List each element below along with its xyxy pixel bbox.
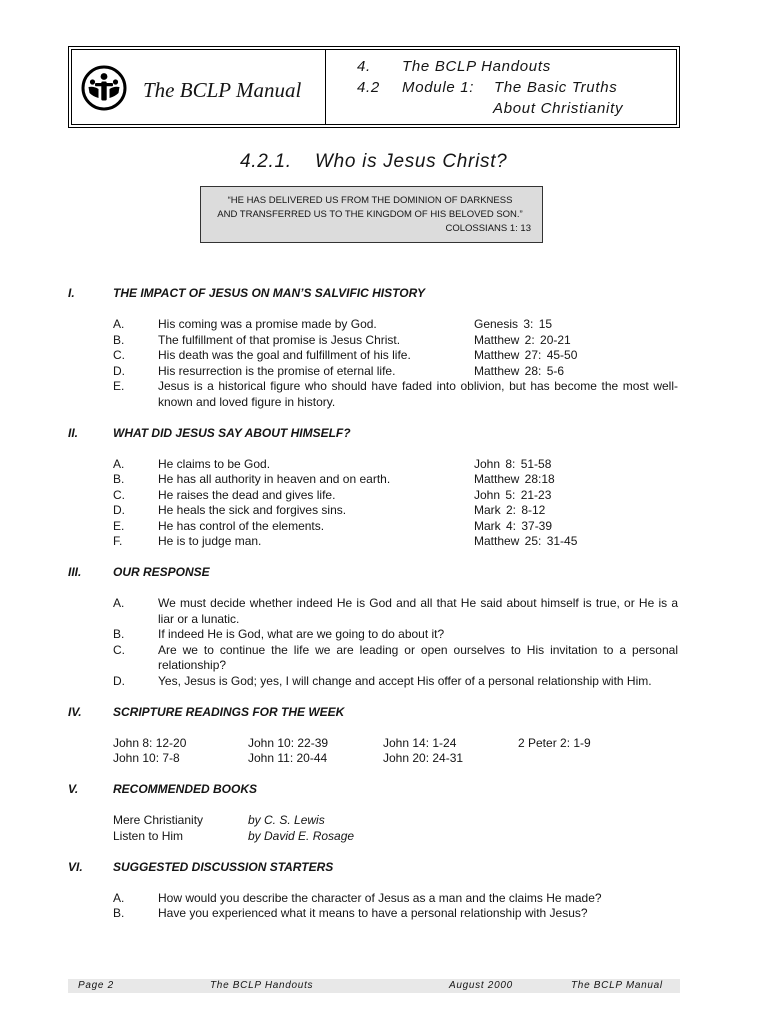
- section-numeral: II.: [68, 425, 79, 440]
- quote-line-1: “HE HAS DELIVERED US FROM THE DOMINION OF DARKNESS: [227, 195, 513, 206]
- item-text: He has control of the elements.: [158, 518, 325, 533]
- item-reference: Matthew 25: 31-45: [474, 534, 578, 548]
- section-heading: [68, 860, 680, 876]
- item-text: Yes, Jesus is God; yes, I will change and accept His offer of a personal relationship with Him.: [158, 673, 652, 688]
- section-numeral: V.: [68, 782, 79, 796]
- section-title: SUGGESTED DISCUSSION STARTERS: [113, 859, 334, 874]
- item-letter: B.: [113, 332, 125, 347]
- page-title: Who is Jesus Christ?: [315, 151, 508, 172]
- module-title-line1: The Basic Truths: [494, 79, 618, 96]
- book-author: by David E. Rosage: [248, 828, 355, 843]
- item-text: His death was the goal and fulfillment of his life.: [158, 348, 411, 362]
- list-item: [68, 472, 680, 488]
- list-item: [68, 627, 680, 643]
- list-item: [68, 457, 680, 473]
- reading-reference: John 10: 7-8: [113, 751, 180, 765]
- item-letter: C.: [113, 642, 125, 657]
- section-heading: [68, 782, 680, 798]
- section-numeral: VI.: [68, 859, 83, 874]
- item-letter: C.: [113, 348, 125, 362]
- module-number: 4.2: [357, 79, 380, 96]
- footer-handouts: The BCLP Handouts: [210, 980, 314, 991]
- item-text: If indeed He is God, what are we going to do about it?: [158, 627, 445, 641]
- item-reference: Matthew 27: 45-50: [474, 348, 578, 362]
- item-reference: Genesis 3: 15: [474, 317, 553, 331]
- item-letter: B.: [113, 627, 125, 641]
- list-item: [68, 364, 680, 380]
- page-title-number: 4.2.1.: [240, 151, 292, 172]
- item-letter: D.: [113, 673, 125, 688]
- item-text: How would you describe the character of Jesus as a man and the claims He made?: [158, 890, 602, 905]
- quote-citation: COLOSSIANS 1: 13: [445, 223, 531, 234]
- item-letter: A.: [113, 456, 125, 471]
- section-title: The BCLP Handouts: [402, 58, 551, 75]
- list-item: [68, 674, 680, 690]
- section-heading: [68, 705, 680, 721]
- item-reference: Mark 4: 37-39: [474, 518, 553, 533]
- section-numeral: III.: [68, 565, 82, 579]
- section-title: THE IMPACT OF JESUS ON MAN’S SALVIFIC HISTORY: [113, 286, 426, 300]
- item-reference: Mark 2: 8-12: [474, 503, 546, 517]
- item-letter: F.: [113, 534, 123, 548]
- item-text: Are we to continue the life we are leading or open ourselves to His invitation to a personal relationship?: [158, 642, 678, 672]
- list-item: [68, 503, 680, 519]
- section-heading: [68, 565, 680, 581]
- footer-date: August 2000: [449, 980, 513, 991]
- list-item: [68, 596, 680, 627]
- item-reference: John 5: 21-23: [474, 487, 552, 502]
- section-our-response: [68, 565, 680, 689]
- item-text: Have you experienced what it means to have a personal relationship with Jesus?: [158, 906, 588, 920]
- reading-reference: John 14: 1-24: [383, 735, 457, 750]
- section-number: 4.: [357, 58, 371, 75]
- item-letter: B.: [113, 472, 125, 486]
- item-letter: D.: [113, 503, 125, 517]
- section-heading: [68, 426, 680, 442]
- list-item: [68, 379, 680, 410]
- section-recommended-books: [68, 782, 680, 844]
- readings-row: [68, 751, 680, 767]
- list-item: [68, 348, 680, 364]
- item-reference: Matthew 28: 5-6: [474, 363, 565, 378]
- module-label: Module 1:: [402, 79, 475, 96]
- list-item: [68, 519, 680, 535]
- item-letter: A.: [113, 317, 125, 331]
- manual-title: The BCLP Manual: [143, 78, 302, 102]
- document-header: [68, 46, 680, 128]
- readings-row: [68, 736, 680, 752]
- section-scripture-readings: [68, 705, 680, 767]
- item-reference: Matthew 28:18: [474, 472, 555, 486]
- item-text: Jesus is a historical figure who should have faded into oblivion, but has become the most well-known and loved figure in history.: [158, 379, 678, 409]
- list-item: [68, 317, 680, 333]
- header-divider: [325, 49, 326, 125]
- item-text: He claims to be God.: [158, 456, 271, 471]
- list-item: [68, 643, 680, 674]
- section-numeral: IV.: [68, 704, 82, 719]
- book-row: [68, 813, 680, 829]
- item-letter: E.: [113, 379, 125, 393]
- reading-reference: John 11: 20-44: [248, 751, 328, 765]
- book-author: by C. S. Lewis: [248, 813, 325, 827]
- item-letter: E.: [113, 518, 125, 533]
- section-title: SCRIPTURE READINGS FOR THE WEEK: [113, 704, 345, 719]
- quote-line-2: AND TRANSFERRED US TO THE KINGDOM OF HIS BELOVED SON.”: [217, 209, 523, 220]
- section-numeral: I.: [68, 286, 75, 300]
- list-item: [68, 333, 680, 349]
- footer-manual: The BCLP Manual: [571, 980, 663, 991]
- section-discussion-starters: [68, 860, 680, 922]
- scripture-quote-box: [200, 186, 543, 243]
- reading-reference: John 10: 22-39: [248, 735, 329, 750]
- list-item: [68, 488, 680, 504]
- section-heading: [68, 286, 680, 302]
- book-row: [68, 829, 680, 845]
- list-item: [68, 891, 680, 907]
- item-text: The fulfillment of that promise is Jesus Christ.: [158, 332, 401, 347]
- book-title: Mere Christianity: [113, 813, 204, 827]
- section-title: WHAT DID JESUS SAY ABOUT HIMSELF?: [113, 425, 351, 440]
- item-text: His resurrection is the promise of eternal life.: [158, 363, 396, 378]
- section-impact: [68, 286, 680, 410]
- reading-reference: John 8: 12-20: [113, 735, 187, 750]
- list-item: [68, 534, 680, 550]
- item-text: He raises the dead and gives life.: [158, 487, 336, 502]
- section-title: OUR RESPONSE: [113, 565, 210, 579]
- item-text: He heals the sick and forgives sins.: [158, 503, 347, 517]
- page-footer: [68, 979, 680, 993]
- section-title: RECOMMENDED BOOKS: [113, 782, 258, 796]
- list-item: [68, 906, 680, 922]
- item-text: His coming was a promise made by God.: [158, 317, 377, 331]
- bclp-logo-icon: [81, 65, 127, 111]
- document-body: [68, 286, 680, 937]
- item-text: He is to judge man.: [158, 534, 262, 548]
- item-letter: C.: [113, 487, 125, 502]
- item-letter: D.: [113, 363, 125, 378]
- reading-reference: 2 Peter 2: 1-9: [518, 735, 591, 750]
- item-reference: John 8: 51-58: [474, 456, 552, 471]
- item-letter: A.: [113, 890, 125, 905]
- module-title-line2: About Christianity: [493, 100, 624, 117]
- item-text: He has all authority in heaven and on earth.: [158, 472, 391, 486]
- footer-page-number: Page 2: [78, 980, 114, 991]
- item-reference: Matthew 2: 20-21: [474, 332, 571, 347]
- item-text: We must decide whether indeed He is God and all that He said about himself is true, or He is a liar or a lunatic.: [158, 596, 678, 626]
- item-letter: A.: [113, 596, 125, 610]
- book-title: Listen to Him: [113, 828, 184, 843]
- item-letter: B.: [113, 906, 125, 920]
- section-jesus-claims: [68, 426, 680, 550]
- reading-reference: John 20: 24-31: [383, 751, 464, 765]
